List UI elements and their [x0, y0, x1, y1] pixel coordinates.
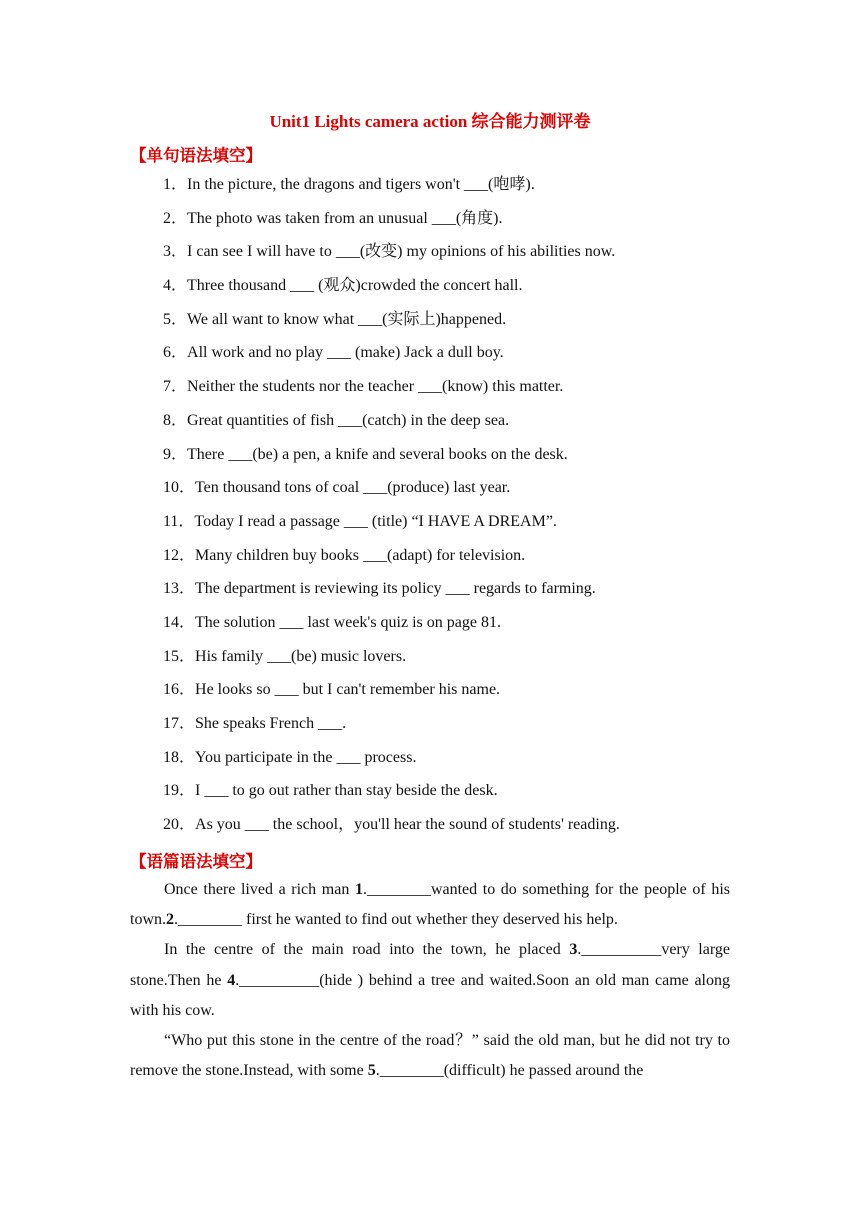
- passage-text: In the centre of the main road into the town, he placed: [164, 941, 570, 959]
- question-item: [163, 202, 763, 236]
- question-text: She speaks French ___.: [195, 715, 347, 732]
- question-text: The department is reviewing its policy ___ regards to farming.: [195, 580, 596, 598]
- question-text: You participate in the ___ process.: [195, 748, 417, 766]
- question-number: 4．: [163, 277, 188, 295]
- blank-number: 1: [354, 881, 363, 898]
- question-number: 12．: [163, 546, 196, 564]
- question-number: 10．: [163, 479, 196, 497]
- blank-number: 3: [569, 941, 578, 959]
- question-number: 14．: [163, 613, 196, 631]
- question-text: His family ___(be) music lovers.: [195, 647, 407, 665]
- passage-text: .________wanted to do something for the people of his town.: [130, 881, 731, 929]
- question-number: 5．: [163, 310, 188, 328]
- passage-paragraph-1: [130, 875, 730, 935]
- question-item: [163, 168, 763, 202]
- question-text: In the picture, the dragons and tigers won't ___(咆哮).: [187, 176, 535, 193]
- section-heading-passage: 【语篇语法填空】: [130, 852, 262, 871]
- question-text: Neither the students nor the teacher ___(know) this matter.: [187, 378, 564, 396]
- question-item: [163, 741, 763, 775]
- question-item: [163, 606, 763, 640]
- question-item: [163, 808, 763, 842]
- question-number: 19．: [163, 782, 196, 800]
- question-item: [163, 370, 763, 404]
- question-item: [163, 673, 763, 707]
- question-text: There ___(be) a pen, a knife and several books on the desk.: [187, 445, 568, 463]
- question-number: 2．: [163, 209, 188, 227]
- question-item: [163, 303, 763, 337]
- question-number: 1．: [163, 176, 188, 193]
- question-text: As you ___ the school，you'll hear the sound of students' reading.: [195, 816, 620, 834]
- passage-paragraph-2: [130, 935, 730, 1026]
- question-number: 8．: [163, 411, 188, 429]
- question-item: [163, 269, 763, 303]
- question-text: The solution ___ last week's quiz is on page 81.: [195, 613, 501, 631]
- question-text: I can see I will have to ___(改变) my opinions of his abilities now.: [187, 243, 616, 261]
- passage-text: .________(difficult) he passed around the: [375, 1062, 644, 1080]
- question-number: 3．: [163, 243, 188, 261]
- question-text: The photo was taken from an unusual ___(角度).: [187, 209, 503, 227]
- question-number: 13．: [163, 580, 196, 598]
- question-number: 20．: [163, 816, 196, 834]
- question-item: [163, 774, 763, 808]
- question-list: [163, 168, 763, 842]
- passage-text: .__________very large stone.Then he: [130, 941, 730, 989]
- blank-number: 5: [367, 1062, 376, 1080]
- question-item: [163, 505, 763, 539]
- question-number: 7．: [163, 378, 188, 396]
- question-number: 9．: [163, 445, 188, 463]
- question-item: [163, 539, 763, 573]
- question-item: [163, 404, 763, 438]
- question-number: 17．: [163, 715, 196, 732]
- question-item: [163, 235, 763, 269]
- passage-text: .__________(hide ) behind a tree and waited.Soon an old man came along with his cow.: [130, 971, 731, 1019]
- question-text: Today I read a passage ___ (title) “I HAVE A DREAM”.: [194, 512, 557, 530]
- blank-number: 4: [227, 971, 236, 989]
- question-text: Great quantities of fish ___(catch) in the deep sea.: [187, 411, 510, 429]
- blank-number: 2: [166, 911, 174, 929]
- question-text: We all want to know what ___(实际上)happened.: [187, 310, 507, 328]
- section-heading-single-sentence: 【单句语法填空】: [130, 146, 262, 165]
- question-number: 15．: [163, 647, 196, 665]
- question-number: 16．: [163, 681, 196, 699]
- question-text: Ten thousand tons of coal ___(produce) last year.: [195, 479, 511, 497]
- question-item: [163, 572, 763, 606]
- question-text: He looks so ___ but I can't remember his name.: [195, 681, 501, 699]
- passage-text: “Who put this stone in the centre of the road？” said the old man, but he did not try to remove the stone.Instead, with some: [130, 1032, 730, 1080]
- passage-text: Once there lived a rich man: [164, 881, 355, 898]
- document-title: Unit1 Lights camera action 综合能力测评卷: [269, 112, 591, 131]
- question-item: [163, 640, 763, 674]
- question-text: I ___ to go out rather than stay beside the desk.: [195, 782, 498, 800]
- passage-text: .________ first he wanted to find out whether they deserved his help.: [174, 911, 618, 929]
- question-number: 11．: [163, 512, 195, 530]
- question-text: Many children buy books ___(adapt) for television.: [195, 546, 526, 564]
- question-item: [163, 438, 763, 472]
- question-item: [163, 707, 763, 741]
- question-item: [163, 471, 763, 505]
- question-number: 18．: [163, 748, 196, 766]
- question-number: 6．: [163, 344, 188, 362]
- question-item: [163, 336, 763, 370]
- passage-paragraph-3: [130, 1026, 730, 1086]
- question-text: All work and no play ___ (make) Jack a dull boy.: [187, 344, 504, 362]
- question-text: Three thousand ___ (观众)crowded the concert hall.: [187, 277, 523, 295]
- passage: [130, 875, 730, 1086]
